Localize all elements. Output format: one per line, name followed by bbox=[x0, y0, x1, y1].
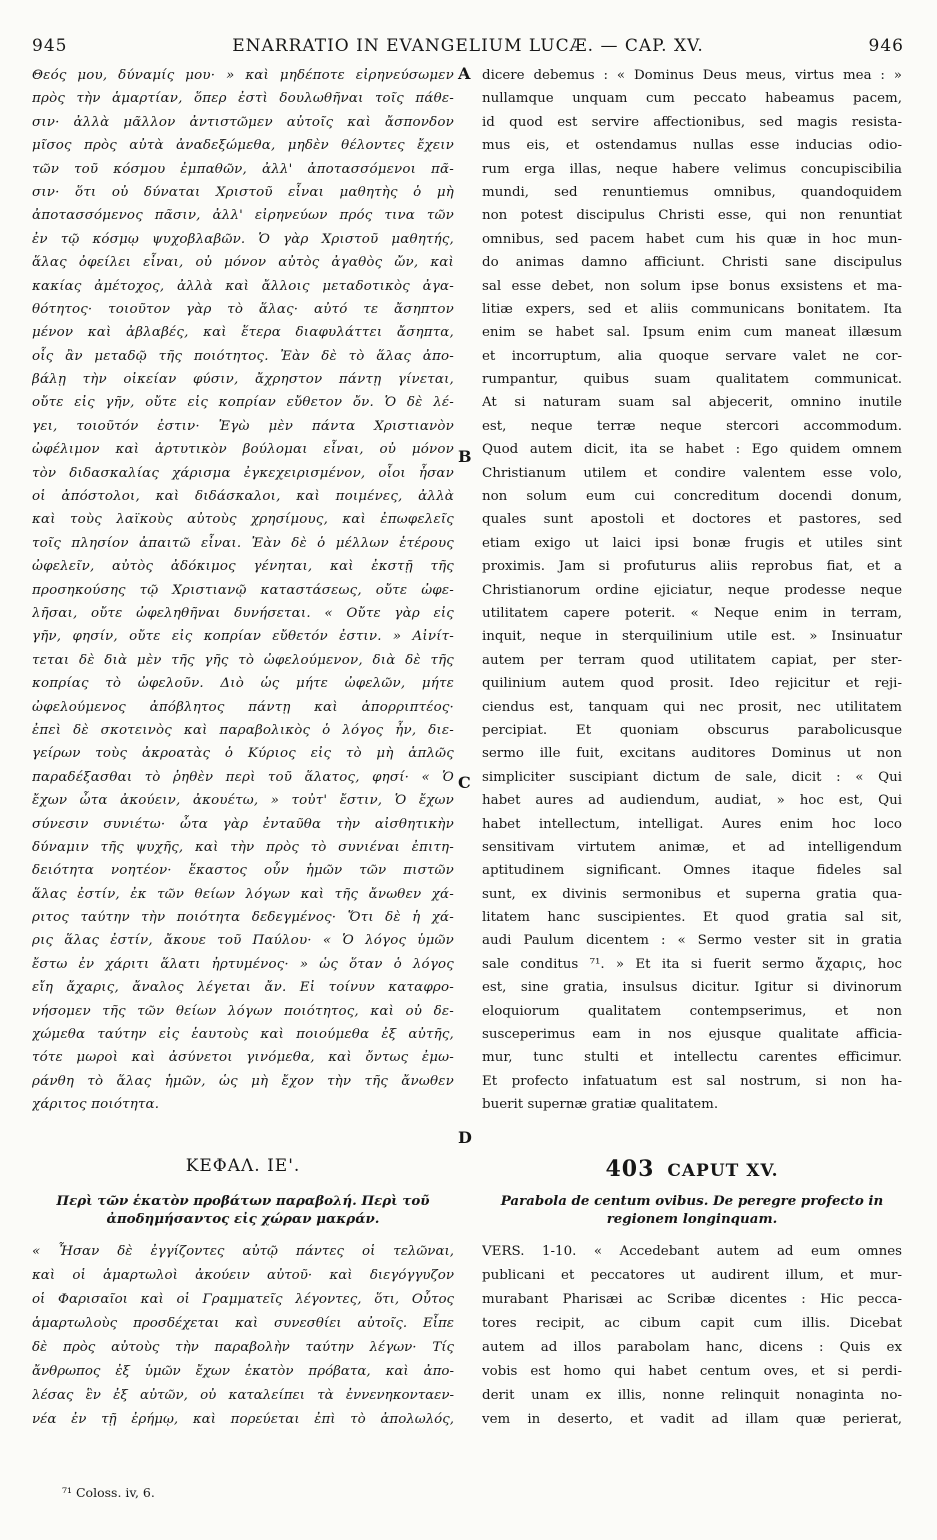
text-line: τὸν διδασκαλίας χάρισμα ἐγκεχειρισμένον, οἷοι ἦσαν bbox=[32, 465, 454, 481]
text-line: ράνθη τὸ ἅλας ἡμῶν, ὡς μὴ ἔχον τὴν τῆς ἄνωθεν bbox=[32, 1073, 454, 1089]
text-line: autem ad illos parabolam hanc, dicens : Quis ex bbox=[482, 1340, 902, 1355]
text-line: ἅλας ἐστίν, ἐκ τῶν θείων λόγων καὶ τῆς ἄνωθεν χά- bbox=[32, 886, 454, 902]
text-line: ριτος ταύτην τὴν ποιότητα δεδεγμένος· Ὅτι δὲ ἡ χά- bbox=[32, 910, 454, 926]
text-line: etiam exigo ut laici ipsi bonæ frugis et utiles sint bbox=[482, 535, 902, 551]
text-line: mur, tunc stulti et intellectu carentes efficimur. bbox=[482, 1050, 902, 1066]
text-line: πρὸς τὴν ἁμαρτίαν, ὅπερ ἐστὶ δουλωθῆναι τοῖς πάθε- bbox=[32, 91, 454, 107]
text-line: sunt, ex divinis sermonibus et superna gratia qua- bbox=[482, 886, 902, 902]
latin-column bbox=[482, 64, 902, 1117]
text-line: Christianum utilem et condire valentem esse volo, bbox=[482, 465, 902, 481]
text-line: τεται δὲ διὰ μὲν τῆς γῆς τὸ ὠφελούμενον, διὰ δὲ τῆς bbox=[32, 652, 454, 668]
text-line: γῆν, φησίν, οὔτε εἰς κοπρίαν εὔθετόν ἐστιν. » Αἰνίτ- bbox=[32, 629, 454, 645]
text-line: τότε μωροὶ καὶ ἀσύνετοι γινόμεθα, καὶ ὄντως ἐμω- bbox=[32, 1050, 454, 1066]
text-line: habet intellectum, intelligat. Aures enim hoc loco bbox=[482, 816, 902, 832]
text-line: mundi, sed renuntiemus omnibus, quandoquidem bbox=[482, 184, 902, 200]
text-line: simpliciter suscipiant dictum de sale, dicit : « Qui bbox=[482, 769, 902, 785]
text-line: omnibus, sed pacem habet cum his quæ in hoc mun- bbox=[482, 231, 902, 247]
chapter-subtitle-greek: Περὶ τῶν ἑκατὸν προβάτων παραβολή. Περὶ τοῦ ἀποδημήσαντος εἰς χώραν μακράν. bbox=[56, 1193, 430, 1227]
text-line: νέα ἐν τῇ ἐρήμῳ, καὶ πορεύεται ἐπὶ τὸ ἀπολωλός, bbox=[32, 1412, 454, 1427]
chapter-marginal-number: 403 bbox=[605, 1156, 655, 1182]
text-line: quilinium autem quod prosit. Ideo rejicitur et reji- bbox=[482, 676, 902, 692]
text-line: dicere debemus : « Dominus Deus meus, virtus mea : » bbox=[482, 68, 902, 83]
text-line: οἱ ἀπόστολοι, καὶ διδάσκαλοι, καὶ ποιμένες, ἀλλὰ bbox=[32, 489, 454, 505]
text-line: δύναμιν τῆς ψυχῆς, καὶ τὴν πρὸς τὸ συνιέναι ἐπιτη- bbox=[32, 839, 454, 855]
text-line: Et profecto infatuatum est sal nostrum, si non ha- bbox=[482, 1073, 902, 1089]
text-line: Christianorum ordine ejiciatur, neque prodesse neque bbox=[482, 582, 902, 598]
text-line: γείρων τοὺς ἀκροατὰς ὁ Κύριος εἰς τὸ μὴ ἁπλῶς bbox=[32, 746, 454, 762]
text-line: σιν· ὅτι οὐ δύναται Χριστοῦ εἶναι μαθητὴς ὁ μὴ bbox=[32, 184, 454, 200]
text-line: τῶν τοῦ κόσμου ἐμπαθῶν, ἀλλ' ἀποτασσόμενοι πᾶ- bbox=[32, 161, 454, 177]
text-line: nullamque unquam cum peccato habeamus pacem, bbox=[482, 91, 902, 107]
text-line: habet aures ad audiendum, audiat, » hoc est, Qui bbox=[482, 793, 902, 809]
text-line: proximis. Jam si profuturus aliis reprobus fiat, et a bbox=[482, 559, 902, 575]
text-line: id quod est servire affectionibus, sed magis resista- bbox=[482, 114, 902, 130]
text-line: aptitudinem significant. Omnes itaque fideles sal bbox=[482, 863, 902, 879]
chapter-subtitle-latin: Parabola de centum ovibus. De peregre profecto in regionem longinquam. bbox=[500, 1193, 884, 1227]
text-line: ἅλας ὀφείλει εἶναι, οὐ μόνον αὐτὸς ἀγαθὸς ὤν, καὶ bbox=[32, 255, 454, 271]
text-line: λῆσαι, οὔτε ὠφεληθῆναι δυνήσεται. « Οὔτε γὰρ εἰς bbox=[32, 605, 454, 621]
text-line: λέσας ἓν ἐξ αὐτῶν, οὐ καταλείπει τὰ ἐννενηκονταεν- bbox=[32, 1388, 454, 1403]
text-line: audi Paulum dicentem : « Sermo vester sit in gratia bbox=[482, 933, 902, 949]
text-line: tores recipit, ac cibum capit cum illis. Dicebat bbox=[482, 1316, 902, 1331]
text-line: murabant Pharisæi ac Scribæ dicentes : Hic pecca- bbox=[482, 1292, 902, 1307]
text-line: buerit supernæ gratiæ qualitatem. bbox=[482, 1097, 719, 1113]
text-line: eloquiorum qualitatem contempserimus, et non bbox=[482, 1003, 902, 1019]
text-line: Θεός μου, δύναμίς μου· » καὶ μηδέποτε εἰρηνεύσωμεν bbox=[32, 68, 454, 83]
text-line: τοῖς πλησίον ἀπαιτῶ εἶναι. Ἐὰν δὲ ὁ μέλλων ἑτέρους bbox=[32, 535, 454, 551]
text-line: enim se habet sal. Ipsum enim cum maneat illæsum bbox=[482, 325, 902, 341]
text-line: do animas damno afficiunt. Christi sane discipulus bbox=[482, 255, 902, 271]
text-line: et incorruptum, alia quoque servare valet ne cor- bbox=[482, 348, 902, 364]
latin-paragraph bbox=[482, 1240, 902, 1432]
text-line: publicani et peccatores ut audirent illum, et mur- bbox=[482, 1268, 902, 1283]
margin-marker-d: D bbox=[458, 1128, 472, 1147]
text-line: « Ἦσαν δὲ ἐγγίζοντες αὐτῷ πάντες οἱ τελῶναι, bbox=[32, 1244, 454, 1259]
text-line: derit unam ex illis, nonne relinquit nonaginta no- bbox=[482, 1388, 902, 1403]
text-line: est, neque terræ neque stercori accommodum. bbox=[482, 418, 902, 434]
text-line: μῖσος πρὸς αὐτὰ ἀναδεξώμεθα, μηδὲν θέλοντες ἔχειν bbox=[32, 138, 454, 154]
text-line: sal esse debet, non solum ipse bonus exsistens et ma- bbox=[482, 278, 902, 294]
text-line: rumpantur, quibus suam qualitatem communicat. bbox=[482, 372, 902, 388]
margin-marker-a: A bbox=[458, 64, 471, 83]
text-line: ciendus est, tanquam qui nec prosit, nec utilitatem bbox=[482, 699, 902, 715]
text-line: χώμεθα ταύτην εἰς ἑαυτοὺς καὶ ποιούμεθα ἐξ αὐτῆς, bbox=[32, 1027, 454, 1043]
text-line: βάλῃ τὴν οἰκείαν φύσιν, ἄχρηστον πάντῃ γίνεται, bbox=[32, 372, 454, 388]
text-line: ἐπεὶ δὲ σκοτεινὸς καὶ παραβολικὸς ὁ λόγος ἦν, διε- bbox=[32, 722, 454, 738]
text-line: Quod autem dicit, ita se habet : Ego quidem omnem bbox=[482, 442, 902, 458]
text-line: sensitivam virtutem animæ, et ad intelligendum bbox=[482, 839, 902, 855]
text-line: ἐν τῷ κόσμῳ ψυχοβλαβῶν. Ὁ γὰρ Χριστοῦ μαθητής, bbox=[32, 231, 454, 247]
margin-marker-b: B bbox=[458, 447, 472, 466]
text-line: est, sine gratia, insulsus dicitur. Igitur si divinorum bbox=[482, 980, 902, 996]
text-line: mus eis, et ostendamus nullas esse inducias odio- bbox=[482, 138, 902, 154]
text-line: δὲ πρὸς αὐτοὺς τὴν παραβολὴν ταύτην λέγων· Τίς bbox=[32, 1340, 454, 1355]
text-line: ὠφελούμενος ἀπόβλητος πάντῃ καὶ ἀπορριπτέος· bbox=[32, 699, 454, 715]
text-line: νήσομεν τῆς τῶν θείων λόγων ποιότητος, καὶ οὐ δε- bbox=[32, 1003, 454, 1019]
text-line: καὶ οἱ ἁμαρτωλοὶ ἀκούειν αὐτοῦ· καὶ διεγόγγυζον bbox=[32, 1268, 454, 1283]
text-line: σιν· ἀλλὰ μᾶλλον ἀντιστῶμεν αὐτοῖς καὶ ἄσπονδον bbox=[32, 114, 454, 130]
page-header bbox=[32, 36, 904, 58]
page-number-right: 946 bbox=[868, 36, 904, 56]
text-line: litiæ expers, sed et aliis communicans bonitatem. Ita bbox=[482, 301, 902, 317]
greek-paragraph bbox=[32, 1240, 454, 1432]
text-line: οἷς ἂν μεταδῷ τῆς ποιότητος. Ἐὰν δὲ τὸ ἅλας ἀπο- bbox=[32, 348, 454, 364]
text-line: utilitatem capere poterit. « Neque enim in terram, bbox=[482, 605, 902, 621]
text-line: μένον καὶ ἀβλαβές, καὶ ἕτερα διαφυλάττει ἄσηπτα, bbox=[32, 325, 454, 341]
text-line: κοπρίας τὸ ὠφελοῦν. Διὸ ὡς μήτε ὠφελῶν, μήτε bbox=[32, 676, 454, 692]
text-line: autem per terram quod utilitatem capiat, per ster- bbox=[482, 652, 902, 668]
text-line: vem in deserto, et vadit ad illam quæ perierat, bbox=[482, 1412, 902, 1427]
text-line: σύνεσιν συνιέτω· ὦτα γὰρ ἐνταῦθα τὴν αἰσθητικὴν bbox=[32, 816, 454, 832]
text-line: litatem hanc suscipientes. Et quod gratia sal sit, bbox=[482, 910, 902, 926]
text-line: percipiat. Et quoniam obscurus parabolicusque bbox=[482, 722, 902, 738]
text-line: susceperimus eam in nos ejusque qualitate afficia- bbox=[482, 1027, 902, 1043]
text-line: non potest discipulus Christi esse, qui non renuntiat bbox=[482, 208, 902, 224]
text-line: rum erga illas, neque habere velimus concupiscibilia bbox=[482, 161, 902, 177]
text-line: quales sunt apostoli et doctores et pastores, sed bbox=[482, 512, 902, 528]
footnote: ⁷¹ Coloss. iv, 6. bbox=[62, 1485, 155, 1500]
text-line: παραδέξασθαι τὸ ῥηθὲν περὶ τοῦ ἅλατος, φησί· « Ὁ bbox=[32, 769, 454, 785]
text-line: non solum eum cui concreditum docendi donum, bbox=[482, 489, 902, 505]
text-line: ἁμαρτωλοὺς προσδέχεται καὶ συνεσθίει αὐτοῖς. Εἶπε bbox=[32, 1316, 454, 1331]
text-line: ἀποτασσόμενος πᾶσιν, ἀλλ' εἰρηνεύων πρός τινα τῶν bbox=[32, 208, 454, 224]
text-line: VERS. 1-10. « Accedebant autem ad eum omnes bbox=[482, 1244, 902, 1259]
text-line: At si naturam suam sal abjecerit, omnino inutile bbox=[482, 395, 902, 411]
chapter-heading-latin bbox=[482, 1156, 902, 1182]
chapter-heading-greek: ΚΕΦΑΛ. ΙΕ'. bbox=[185, 1156, 301, 1176]
running-title: ENARRATIO IN EVANGELIUM LUCÆ. — CAP. XV. bbox=[232, 36, 704, 56]
text-line: vobis est homo qui habet centum oves, et si perdi- bbox=[482, 1364, 902, 1379]
text-line: sermo ille fuit, excitans auditores Dominus ut non bbox=[482, 746, 902, 762]
text-line: ἔστω ἐν χάριτι ἅλατι ἠρτυμένος· » ὡς ὅταν ὁ λόγος bbox=[32, 956, 454, 972]
text-line: sale conditus ⁷¹. » Et ita si fuerit sermo ἄχαρις, hoc bbox=[482, 956, 902, 972]
page-number-left: 945 bbox=[32, 36, 68, 56]
text-line: inquit, neque in sterquilinium utile est. » Insinuatur bbox=[482, 629, 902, 645]
margin-marker-c: C bbox=[458, 773, 471, 792]
text-line: ἔχων ὦτα ἀκούειν, ἀκουέτω, » τοὐτ' ἔστιν, Ὁ ἔχων bbox=[32, 793, 454, 809]
text-line: κακίας ἀμέτοχος, ἀλλὰ καὶ ἄλλοις μεταδοτικὸς ἀγα- bbox=[32, 278, 454, 294]
text-line: χάριτος ποιότητα. bbox=[32, 1097, 160, 1113]
text-line: δειότητα νοητέον· ἕκαστος οὖν ἡμῶν τῶν πιστῶν bbox=[32, 863, 454, 879]
text-line: ὠφελεῖν, αὐτὸς ἀδόκιμος γένηται, καὶ ἐκστῇ τῆς bbox=[32, 559, 454, 575]
text-line: γει, τοιοῦτόν ἐστιν· Ἐγὼ μὲν πάντα Χριστιανὸν bbox=[32, 418, 454, 434]
text-line: θότητος· τοιοῦτον γὰρ τὸ ἅλας· αὐτό τε ἄσηπτον bbox=[32, 301, 454, 317]
text-line: οἱ Φαρισαῖοι καὶ οἱ Γραμματεῖς λέγοντες, ὅτι, Οὗτος bbox=[32, 1292, 454, 1307]
text-line: οὔτε εἰς γῆν, οὔτε εἰς κοπρίαν εὔθετον ὄν. Ὁ δὲ λέ- bbox=[32, 395, 454, 411]
text-line: ὠφέλιμον καὶ ἀρτυτικὸν βούλομαι εἶναι, οὐ μόνον bbox=[32, 442, 454, 458]
chapter-title-latin: CAPUT XV. bbox=[667, 1161, 779, 1181]
text-line: προσηκούσης τῷ Χριστιανῷ καταστάσεως, οὔτε ὠφε- bbox=[32, 582, 454, 598]
text-line: ἄνθρωπος ἐξ ὑμῶν ἔχων ἑκατὸν πρόβατα, καὶ ἀπο- bbox=[32, 1364, 454, 1379]
text-line: καὶ τοὺς λαϊκοὺς αὐτοὺς χρησίμους, καὶ ἐπωφελεῖς bbox=[32, 512, 454, 528]
greek-column bbox=[32, 64, 454, 1117]
text-line: εἴη ἄχαρις, ἄναλος λέγεται ἄν. Εἰ τοίνυν καταφρο- bbox=[32, 980, 454, 996]
text-line: ρις ἅλας ἐστίν, ἄκουε τοῦ Παύλου· « Ὁ λόγος ὑμῶν bbox=[32, 933, 454, 949]
